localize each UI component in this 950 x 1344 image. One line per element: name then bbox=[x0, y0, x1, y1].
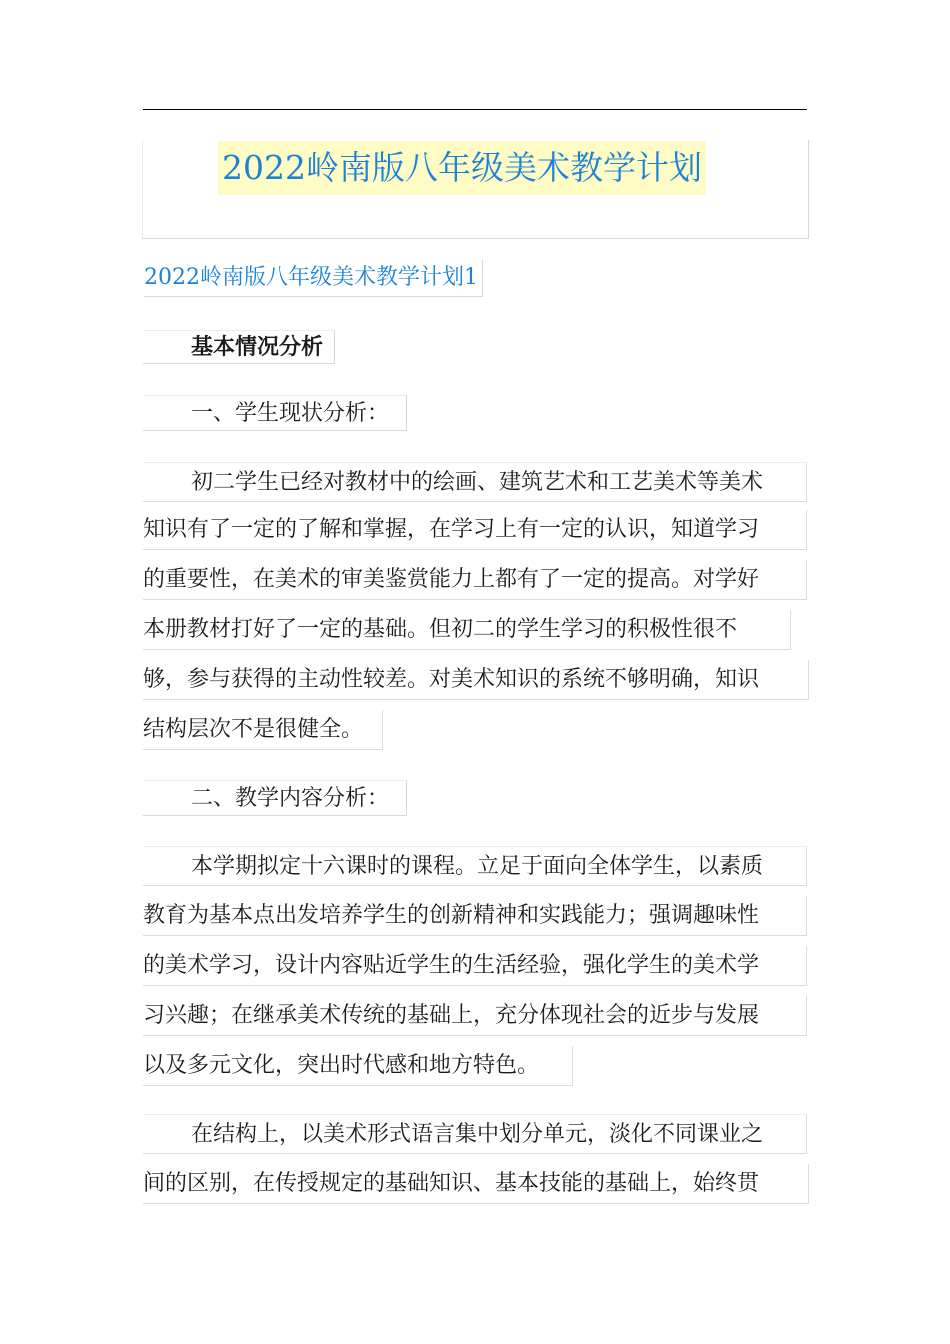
paragraph-line: 的重要性，在美术的审美鉴赏能力上都有了一定的提高。对学好 bbox=[143, 560, 807, 600]
paragraph-line: 在结构上，以美术形式语言集中划分单元，淡化不同课业之 bbox=[143, 1114, 807, 1154]
plan-subtitle: 2022岭南版八年级美术教学计划1 bbox=[144, 260, 483, 297]
paragraph-line: 的美术学习，设计内容贴近学生的生活经验，强化学生的美术学 bbox=[143, 946, 807, 986]
section-title-student-status: 一、学生现状分析： bbox=[143, 395, 407, 431]
paragraph-line: 知识有了一定的了解和掌握，在学习上有一定的认识，知道学习 bbox=[143, 510, 807, 550]
header-rule bbox=[143, 109, 807, 110]
paragraph-line: 初二学生已经对教材中的绘画、建筑艺术和工艺美术等美术 bbox=[143, 462, 807, 502]
paragraph-line: 本学期拟定十六课时的课程。立足于面向全体学生，以素质 bbox=[143, 846, 807, 886]
paragraph-line: 够，参与获得的主动性较差。对美术知识的系统不够明确，知识 bbox=[143, 660, 809, 700]
paragraph-line: 以及多元文化，突出时代感和地方特色。 bbox=[143, 1046, 573, 1086]
paragraph-line: 习兴趣；在继承美术传统的基础上，充分体现社会的近步与发展 bbox=[143, 996, 807, 1036]
paragraph-line: 本册教材打好了一定的基础。但初二的学生学习的积极性很不 bbox=[143, 610, 791, 650]
paragraph-line: 教育为基本点出发培养学生的创新精神和实践能力；强调趣味性 bbox=[143, 896, 807, 936]
section-title-teaching-content: 二、教学内容分析： bbox=[143, 780, 407, 816]
document-title: 2022岭南版八年级美术教学计划 bbox=[218, 141, 706, 195]
paragraph-line: 间的区别，在传授规定的基础知识、基本技能的基础上，始终贯 bbox=[143, 1164, 809, 1204]
paragraph-line: 结构层次不是很健全。 bbox=[143, 710, 383, 750]
section-heading-basic-analysis: 基本情况分析 bbox=[143, 330, 335, 364]
